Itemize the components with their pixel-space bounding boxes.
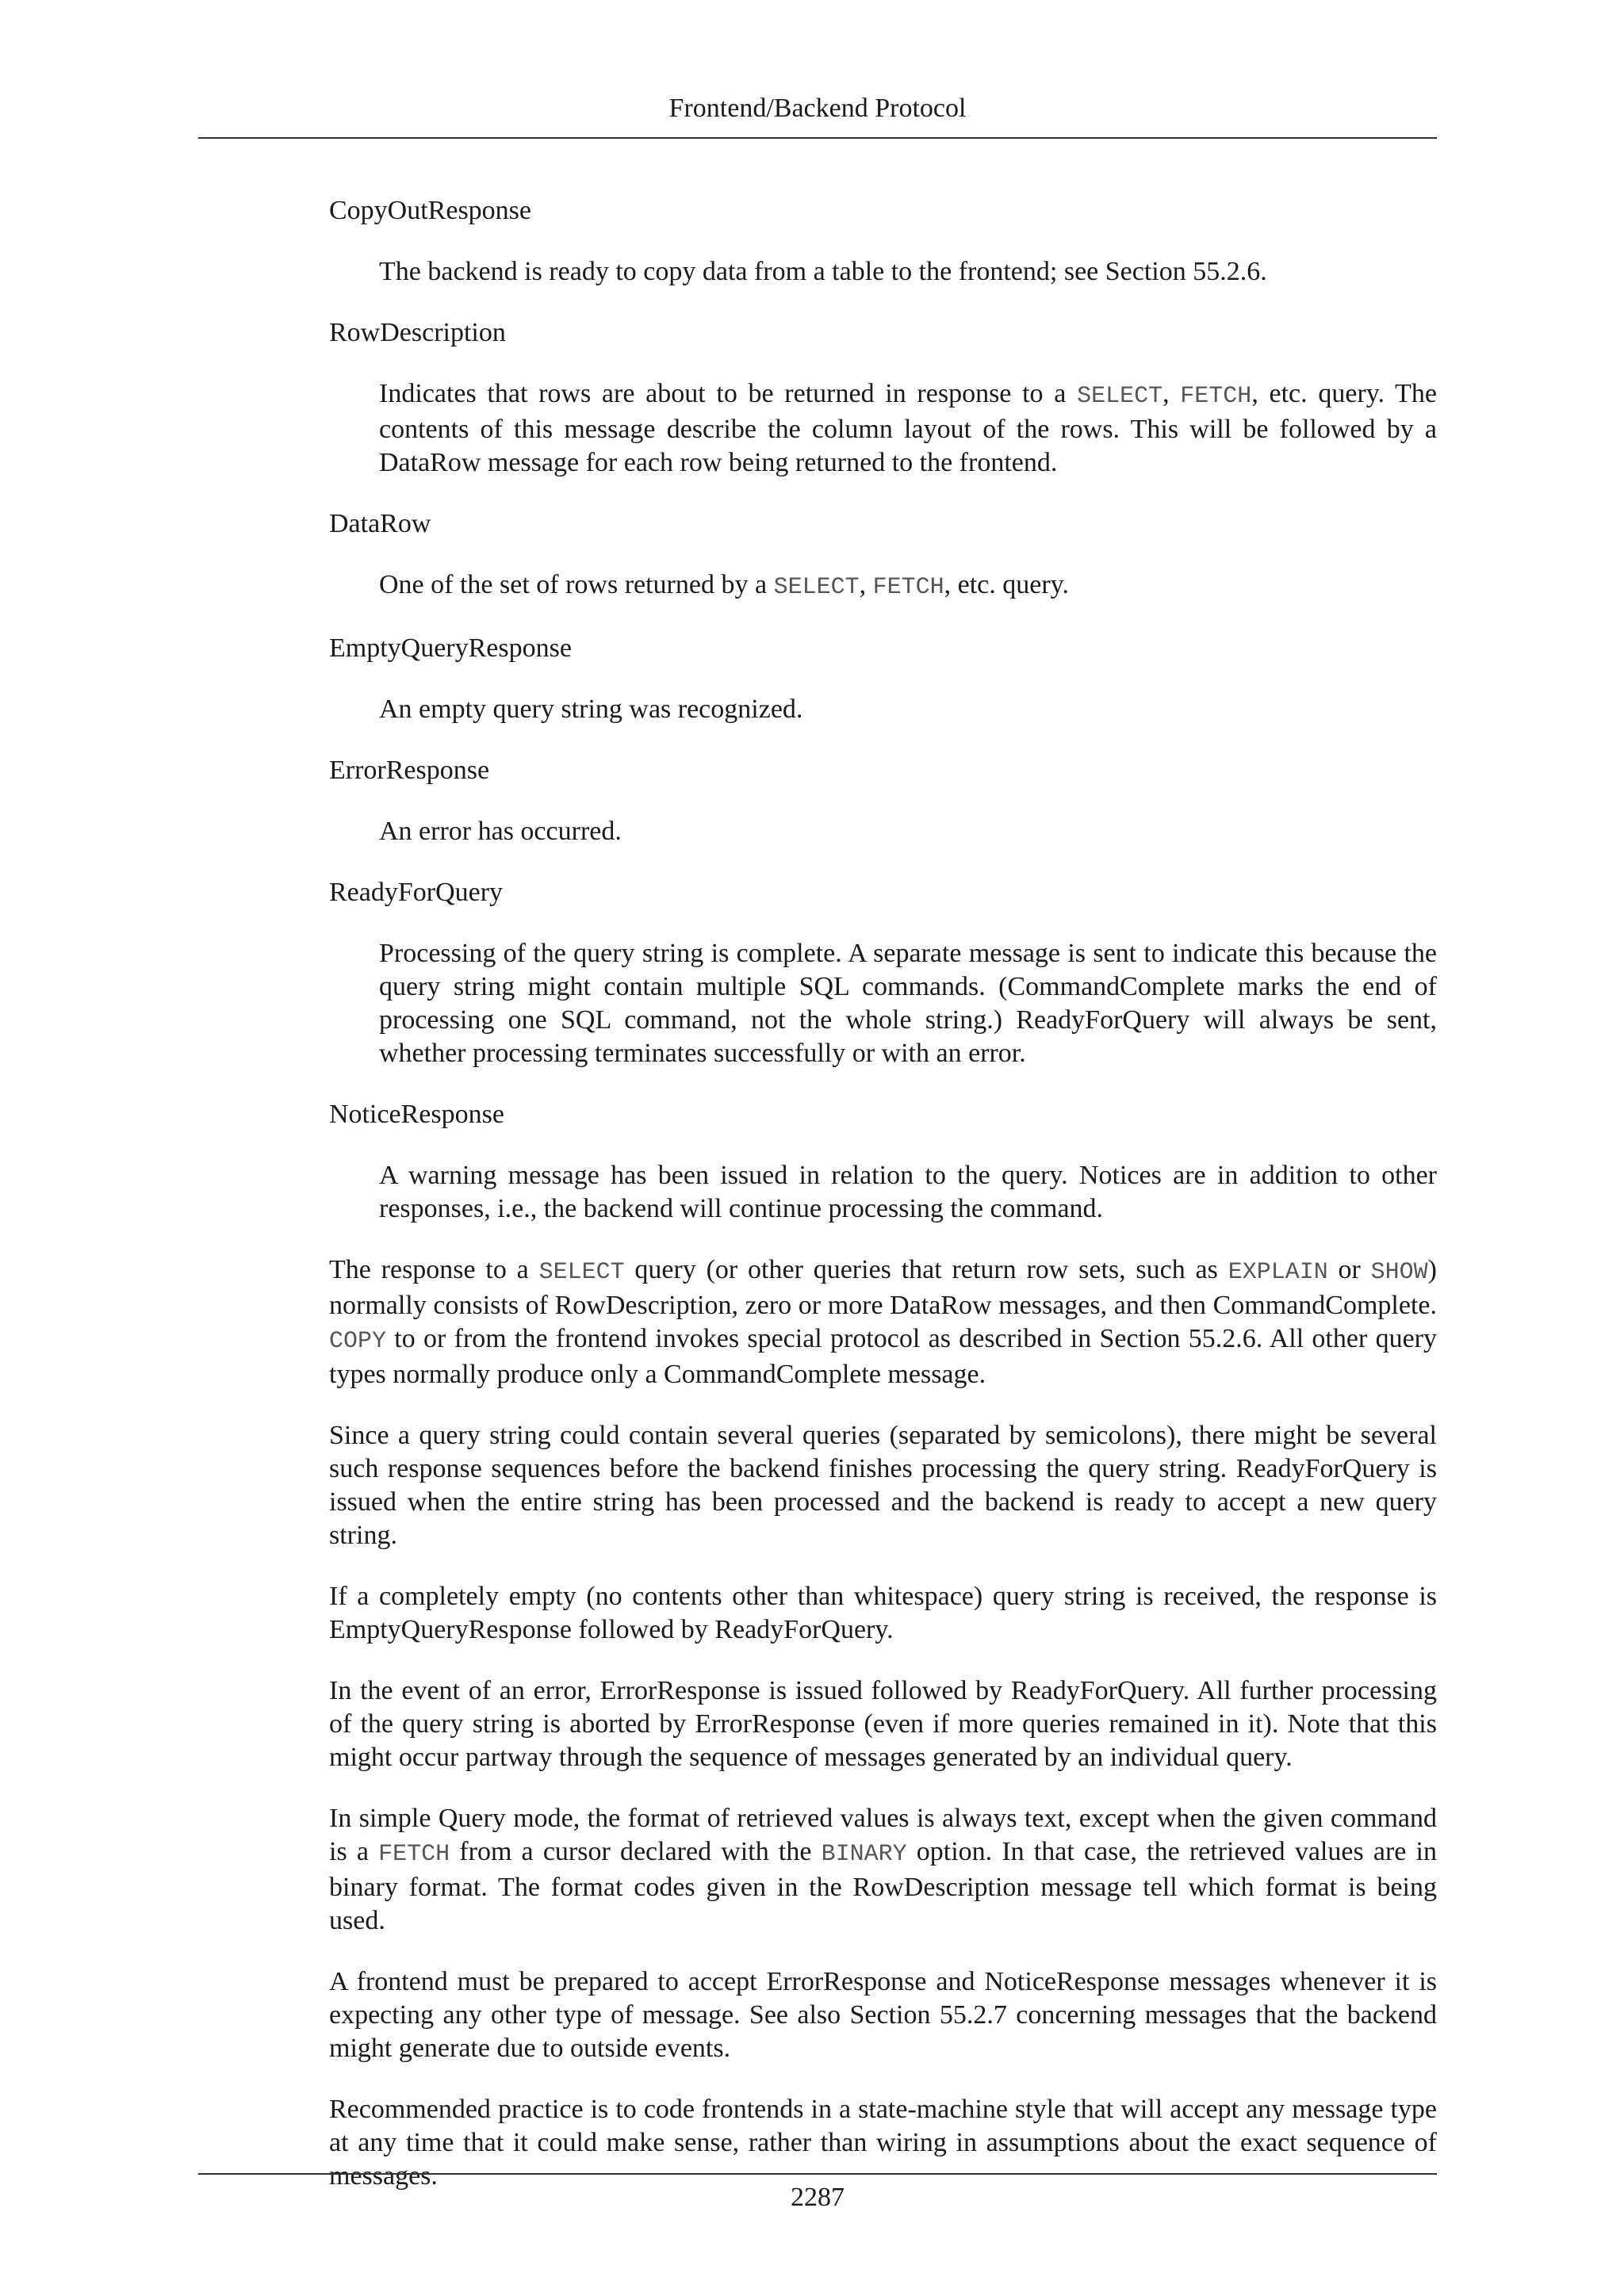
- body-paragraph: In the event of an error, ErrorResponse is issued followed by ReadyForQuery. All further processing of the query string is aborted by ErrorResponse (even if more queries remained in it). Note that this might occur partway through the sequence of messages generated by an individual query.: [329, 1676, 1437, 1772]
- code-literal: SHOW: [1370, 1259, 1428, 1286]
- code-literal: SELECT: [538, 1259, 625, 1286]
- code-literal: SELECT: [1077, 383, 1163, 410]
- definition-body: A warning message has been issued in relation to the query. Notices are in addition to other responses, i.e., the backend will continue processing the command.: [379, 1161, 1437, 1223]
- code-literal: FETCH: [1180, 383, 1252, 410]
- body-paragraph: In simple Query mode, the format of retrieved values is always text, except when the given command is a FETCH from a cursor declared with the BINARY option. In that case, the retrieved values are in binary format. The format codes given in the RowDescription message tell which format is being used.: [329, 1804, 1437, 1935]
- page-content: [329, 194, 1437, 2221]
- definition-body: The backend is ready to copy data from a table to the frontend; see Section 55.2.6.: [379, 257, 1267, 286]
- code-literal: SELECT: [773, 574, 860, 601]
- definition-term: NoticeResponse: [329, 1100, 504, 1129]
- definition-body: Processing of the query string is complete. A separate message is sent to indicate this because the query string might contain multiple SQL commands. (CommandComplete marks the end of processing one SQL command, not the whole string.) ReadyForQuery will always be sent, whether processing terminates successfully or with an error.: [379, 939, 1437, 1068]
- body-paragraph: Since a query string could contain several queries (separated by semicolons), there might be several such response sequences before the backend finishes processing the query string. ReadyForQuery is issued when the entire string has been processed and the backend is ready to accept a new query string.: [329, 1421, 1437, 1550]
- definition-body: One of the set of rows returned by a SELECT, FETCH, etc. query.: [379, 570, 1069, 601]
- definition-body: An empty query string was recognized.: [379, 695, 803, 724]
- body-paragraph: Recommended practice is to code frontends in a state-machine style that will accept any message type at any time that it could make sense, rather than wiring in assumptions about the exact sequence of messages.: [329, 2095, 1437, 2191]
- page-number: 2287: [791, 2183, 845, 2212]
- running-header: Frontend/Backend Protocol: [668, 94, 967, 123]
- definition-term: ErrorResponse: [329, 756, 490, 785]
- code-literal: FETCH: [872, 574, 944, 601]
- footer-rule: [198, 2173, 1437, 2175]
- definition-term: RowDescription: [329, 318, 506, 347]
- definition-term: ReadyForQuery: [329, 878, 504, 907]
- definition-term: CopyOutResponse: [329, 196, 531, 225]
- code-literal: EXPLAIN: [1228, 1259, 1328, 1286]
- header-rule: [198, 137, 1437, 139]
- code-literal: BINARY: [821, 1841, 907, 1868]
- code-literal: FETCH: [378, 1841, 450, 1868]
- body-paragraph: If a completely empty (no contents other than whitespace) query string is received, the response is EmptyQueryResponse followed by ReadyForQuery.: [329, 1582, 1437, 1644]
- definition-term: DataRow: [329, 509, 431, 538]
- definition-body: An error has occurred.: [379, 817, 622, 846]
- definition-term: EmptyQueryResponse: [329, 633, 572, 663]
- body-paragraph: The response to a SELECT query (or other queries that return row sets, such as EXPLAIN or SHOW) normally consists of RowDescription, zero or more DataRow messages, and then CommandComplete. COPY to or from the frontend invokes special protocol as described in Section 55.2.6. All other query types normally produce only a CommandComplete message.: [329, 1255, 1437, 1389]
- definition-body: Indicates that rows are about to be returned in response to a SELECT, FETCH, etc. query. The contents of this message describe the column layout of the rows. This will be followed by a DataRow message for each row being returned to the frontend.: [379, 379, 1437, 477]
- body-paragraph: A frontend must be prepared to accept ErrorResponse and NoticeResponse messages whenever it is expecting any other type of message. See also Section 55.2.7 concerning messages that the backend might generate due to outside events.: [329, 1967, 1437, 2063]
- code-literal: COPY: [329, 1328, 387, 1355]
